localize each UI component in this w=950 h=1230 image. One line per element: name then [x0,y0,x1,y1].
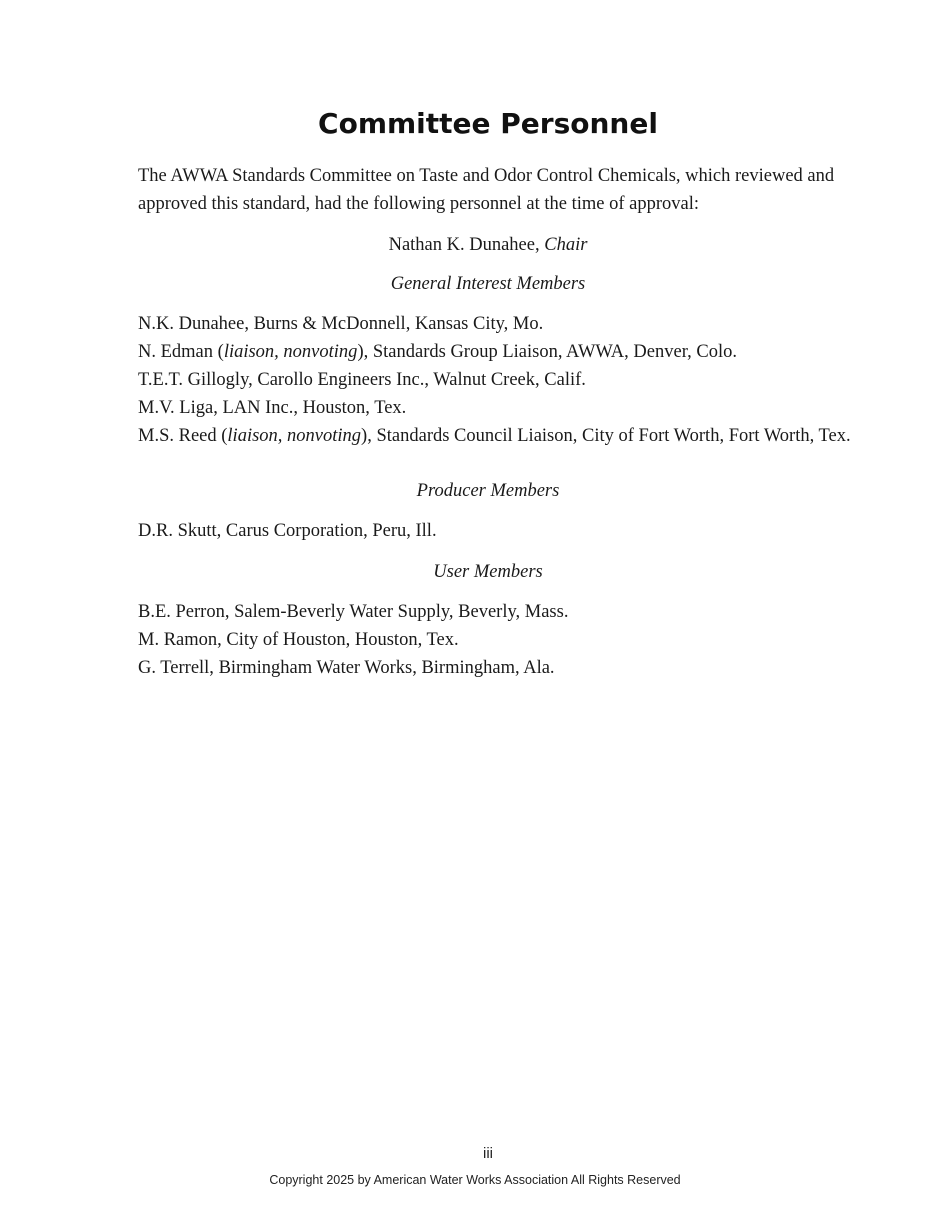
list-item [138,394,858,422]
member-name: M.V. Liga, [138,398,218,418]
member-affiliation: LAN Inc., Houston, Tex. [222,398,407,418]
chair-role: Chair [544,235,588,255]
member-note: liaison, nonvoting [227,426,362,446]
member-name: B.E. Perron, [138,602,230,622]
member-affiliation: Carollo Engineers Inc., Walnut Creek, Calif. [257,370,586,390]
list-item: N. Edman (liaison, nonvoting), Standards Group Liaison, AWWA, Denver, Colo. [138,342,737,362]
member-name: T.E.T. Gillogly, [138,370,253,390]
member-name: N.K. Dunahee, [138,314,249,334]
chair-name: Nathan K. Dunahee, [388,235,540,255]
intro-paragraph: The AWWA Standards Committee on Taste and Odor Control Chemicals, which reviewed and approved this standard, had the following personnel at the time of approval: [138,166,835,214]
member-list-user [138,598,858,682]
list-item [138,517,858,545]
member-affiliation: Birmingham Water Works, Birmingham, Ala. [218,658,555,678]
member-name: M. Ramon, [138,630,222,650]
page-number: iii [483,1145,493,1162]
list-item [138,366,858,394]
member-name: N. Edman [138,342,214,362]
member-affiliation: City of Houston, Houston, Tex. [226,630,459,650]
member-affiliation: Carus Corporation, Peru, Ill. [225,521,437,541]
member-affiliation: Standards Group Liaison, AWWA, Denver, Colo. [372,342,737,362]
member-name: M.S. Reed [138,426,217,446]
list-item [138,626,858,654]
member-affiliation: Burns & McDonnell, Kansas City, Mo. [253,314,544,334]
member-list-general-interest [138,310,858,450]
section-heading-user: User Members [433,562,543,582]
section-heading-producer: Producer Members [416,481,560,501]
member-affiliation: Standards Council Liaison, City of Fort Worth, Fort Worth, Tex. [376,426,851,446]
list-item [138,654,858,682]
section-heading-general-interest: General Interest Members [390,274,586,294]
member-list-producer [138,517,858,545]
list-item: M.S. Reed (liaison, nonvoting), Standards Council Liaison, City of Fort Worth, Fort Worth, Tex. [138,426,851,446]
member-name: D.R. Skutt, [138,521,222,541]
list-item [138,598,858,626]
member-affiliation: Salem-Beverly Water Supply, Beverly, Mass. [234,602,569,622]
list-item [138,310,858,338]
copyright-notice: Copyright 2025 by American Water Works Association All Rights Reserved [269,1173,681,1187]
member-name: G. Terrell, [138,658,214,678]
member-note: liaison, nonvoting [223,342,358,362]
page-title: Committee Personnel [318,107,658,140]
chair-line [0,231,950,259]
